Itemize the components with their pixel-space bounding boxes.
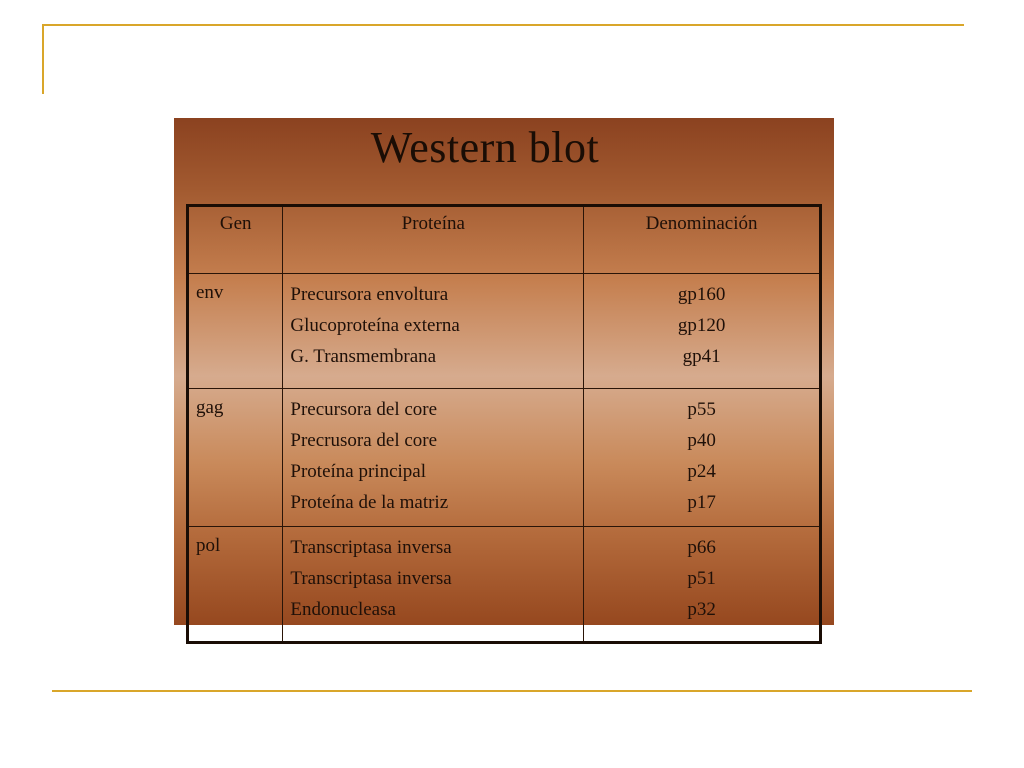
- proteina-item: Glucoproteína externa: [290, 315, 460, 336]
- denominacion-item: p66: [687, 537, 716, 558]
- bottom-accent-line: [52, 690, 972, 692]
- header-proteina: Proteína: [283, 206, 584, 274]
- protein-table: [186, 204, 822, 644]
- proteina-item: Transcriptasa inversa: [290, 537, 452, 558]
- proteina-item: Endonucleasa: [290, 599, 396, 620]
- top-accent-line: [42, 24, 964, 26]
- denominacion-item: p32: [687, 599, 716, 620]
- denominacion-cell: [584, 274, 821, 389]
- denominacion-item: p51: [687, 568, 716, 589]
- denominacion-cell: [584, 389, 821, 527]
- table-row-gag: [188, 389, 821, 527]
- header-gen: Gen: [188, 206, 283, 274]
- gen-cell: pol: [188, 527, 283, 643]
- proteina-cell: [283, 274, 584, 389]
- denominacion-item: gp120: [677, 315, 726, 336]
- denominacion-item: p55: [687, 399, 716, 420]
- table-row-pol: [188, 527, 821, 643]
- table-header-row: [188, 206, 821, 274]
- gen-cell: env: [188, 274, 283, 389]
- header-denominacion: Denominación: [584, 206, 821, 274]
- denominacion-item: p24: [687, 461, 716, 482]
- proteina-cell: [283, 389, 584, 527]
- proteina-item: Proteína principal: [290, 461, 427, 482]
- left-accent-line: [42, 24, 44, 94]
- proteina-item: Proteína de la matriz: [290, 492, 449, 513]
- proteina-item: Precursora del core: [290, 399, 438, 420]
- denominacion-item: p40: [687, 430, 716, 451]
- proteina-item: G. Transmembrana: [290, 346, 437, 367]
- denominacion-cell: [584, 527, 821, 643]
- denominacion-item: gp160: [677, 284, 726, 305]
- denominacion-item: p17: [687, 492, 716, 513]
- proteina-item: Transcriptasa inversa: [290, 568, 452, 589]
- image-title: Western blot: [370, 123, 600, 172]
- proteina-item: Precursora envoltura: [290, 284, 449, 305]
- denominacion-item: gp41: [682, 346, 721, 367]
- gen-cell: gag: [188, 389, 283, 527]
- proteina-cell: [283, 527, 584, 643]
- table-row-env: [188, 274, 821, 389]
- proteina-item: Precrusora del core: [290, 430, 438, 451]
- western-blot-image: [174, 118, 834, 625]
